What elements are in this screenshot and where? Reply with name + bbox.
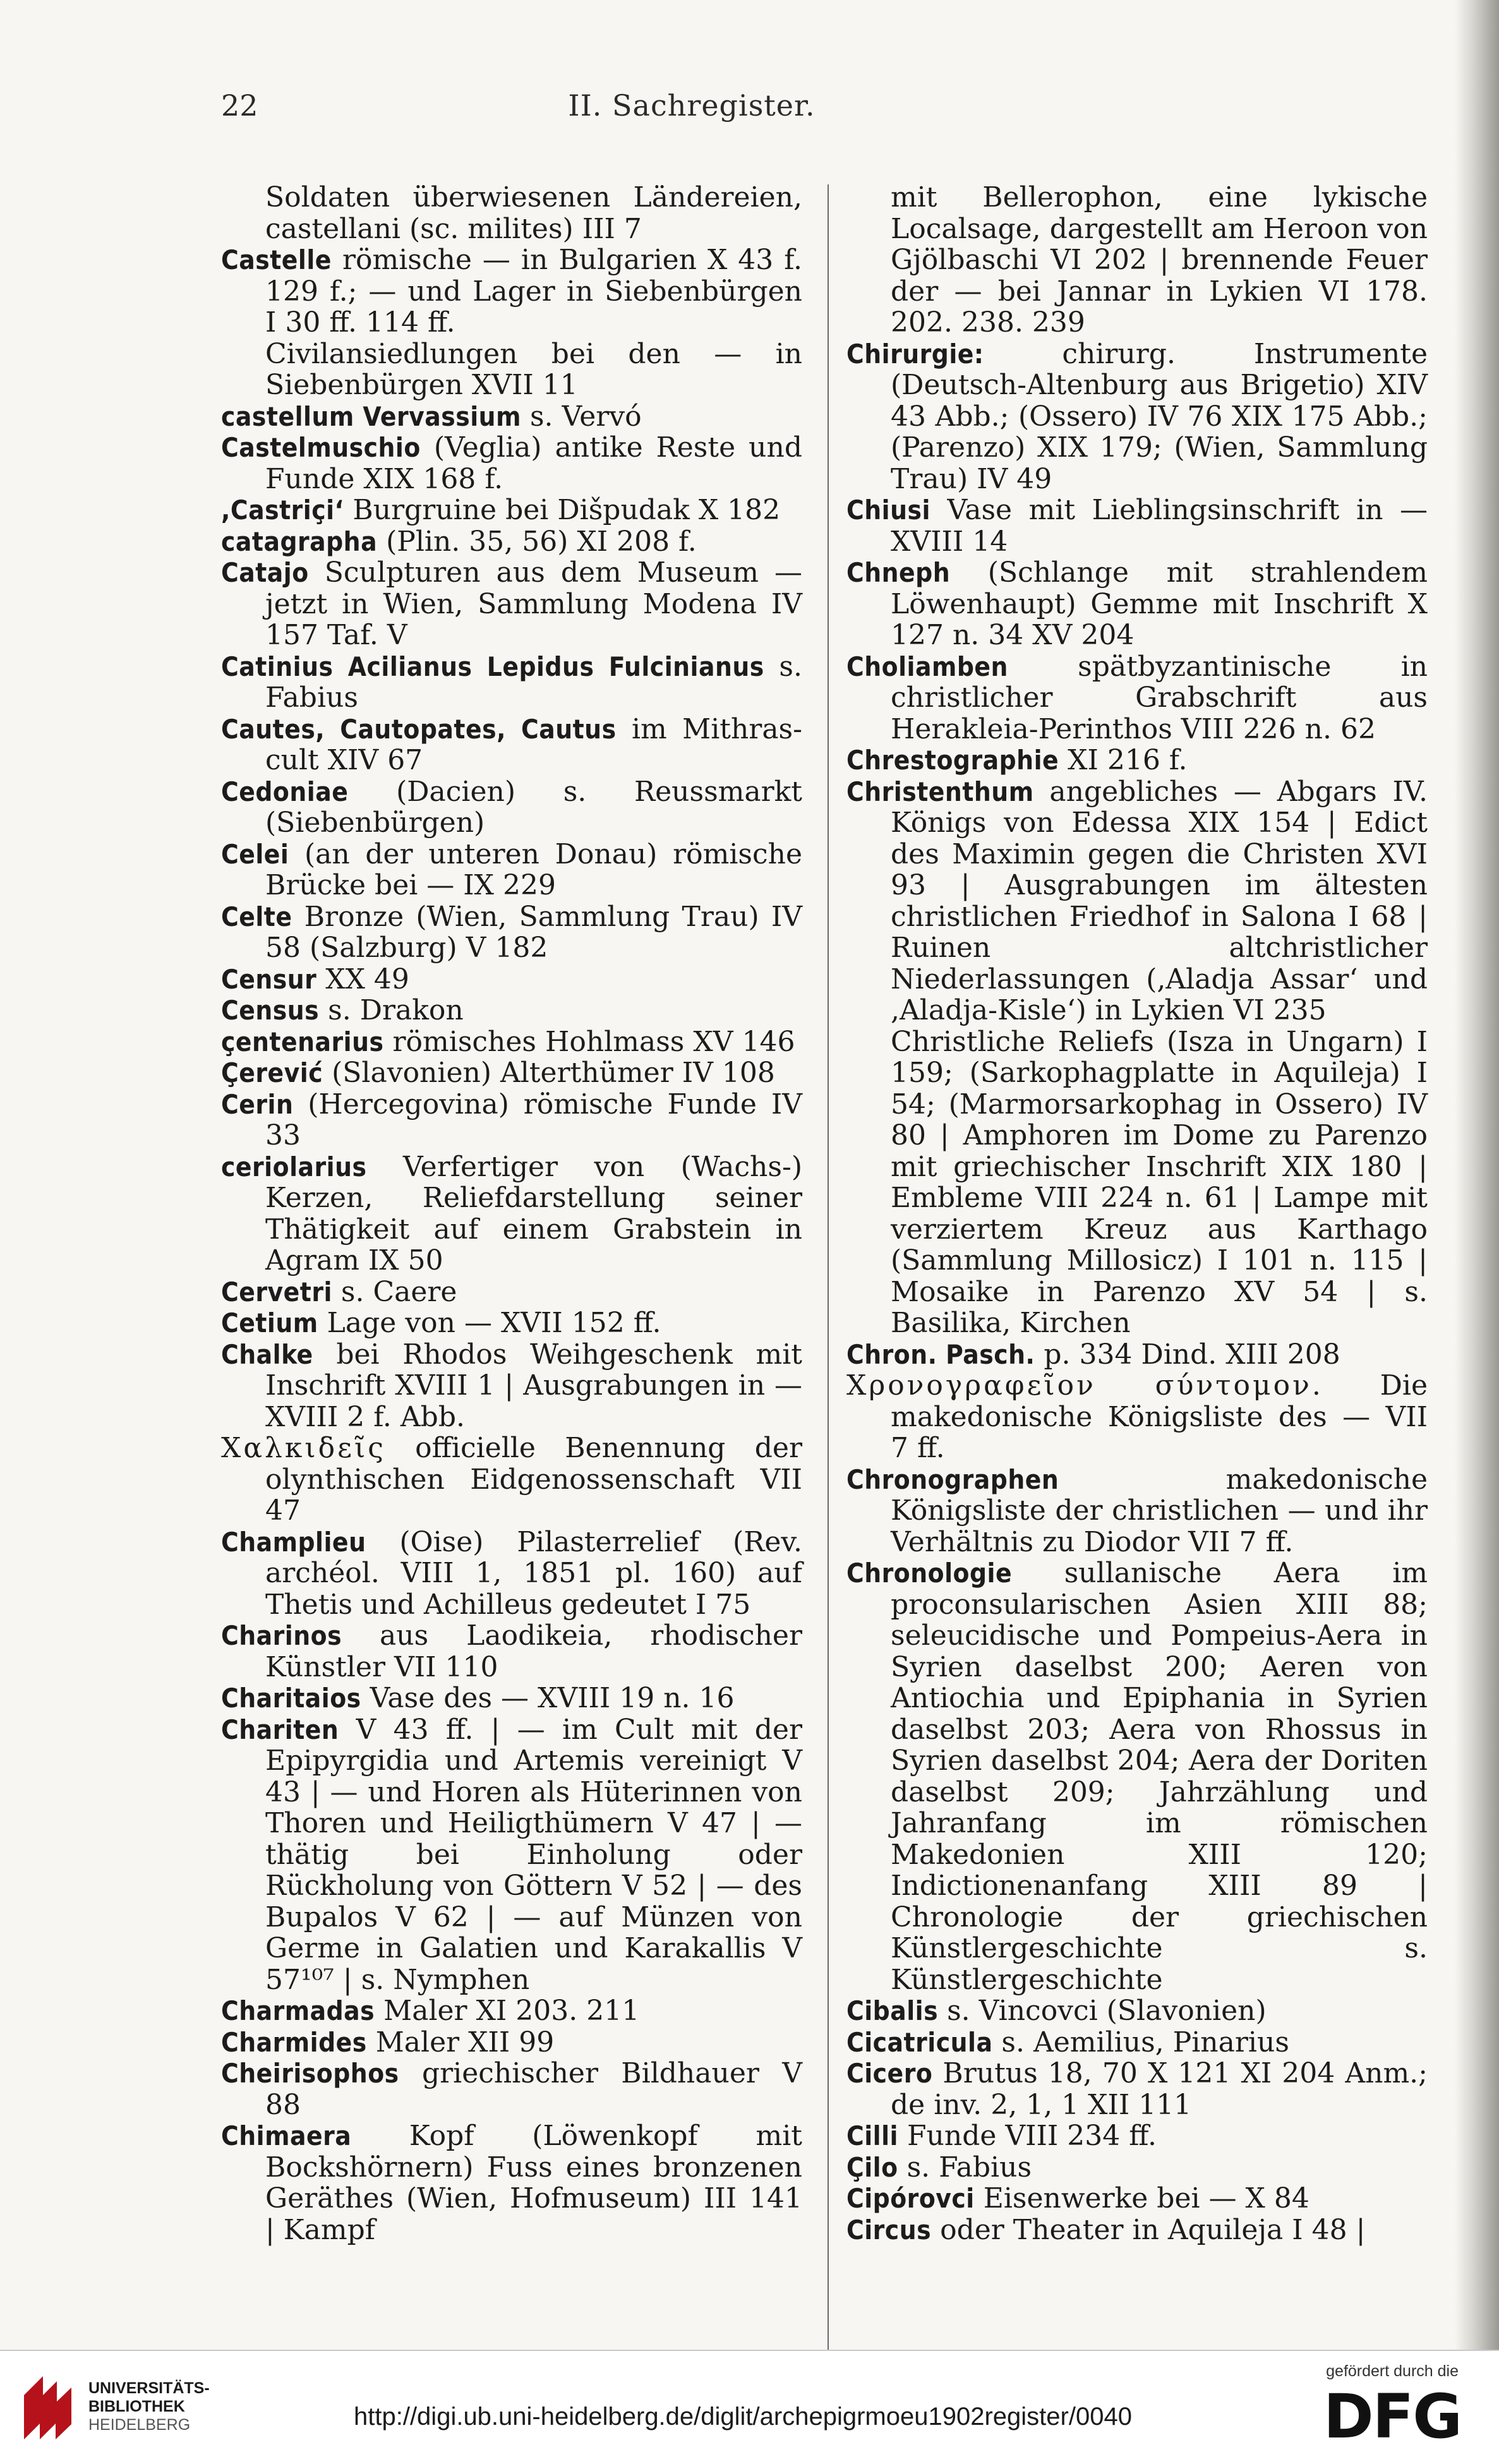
entry-text: sullanische Aera im proconsularischen Asien XIII 88; seleucidische und Pompeius-Aera in Syrien daselbst 200; Aeren von Antiochia und Epiphania in Syrien daselbst 203; Aera von Rhossus in Syrien daselbst 204; Aera der Doriten daselbst 209; Jahrzählung und Jahranfang im römischen Makedonien XIII 120; Indictionenanfang XIII 89 | Chronologie der griechischen Künstlergeschichte s. Künstlergeschichte bbox=[891, 1557, 1428, 1996]
entry-text: Bronze (Wien, Sammlung Trau) IV 58 (Salzburg) V 182 bbox=[265, 900, 802, 964]
entry-headword: Çilo bbox=[846, 2151, 898, 2183]
entry-text: Die makedonische Königsliste des — VII 7 ff. bbox=[891, 1369, 1428, 1464]
entry-text: oder Theater in Aquileja I 48 | bbox=[931, 2213, 1366, 2246]
column-divider bbox=[828, 184, 829, 2351]
index-entry bbox=[221, 964, 802, 995]
entry-text: Vase mit Lieblingsinschrift in — XVIII 14 bbox=[891, 494, 1428, 558]
index-entry bbox=[221, 432, 802, 495]
index-entry bbox=[221, 1620, 802, 1683]
index-entry bbox=[846, 2183, 1428, 2215]
entry-headword: Cerin bbox=[221, 1088, 294, 1120]
index-entry bbox=[221, 714, 802, 776]
index-entry bbox=[846, 182, 1428, 339]
entry-text: mit Bellerophon, eine lykische Localsage, dargestellt am Heroon von Gjölbaschi VI 202 | brennende Feuer der — bei Jannar in Lykien VI 178. 202. 238. 239 bbox=[891, 181, 1428, 339]
entry-headword: Choliamben bbox=[846, 651, 1008, 682]
entry-headword: Cetium bbox=[221, 1307, 318, 1338]
index-entry bbox=[221, 901, 802, 964]
entry-text: im Mithras-cult XIV 67 bbox=[265, 712, 802, 776]
entry-headword: Cedoniae bbox=[221, 776, 349, 807]
entry-text: s. Fabius bbox=[898, 2151, 1032, 2184]
entry-text: chirurg. Instrumente (Deutsch-Altenburg aus Brigetio) XIV 43 Abb.; (Ossero) IV 76 XIX 175 Abb.; (Parenzo) XIX 179; (Wien, Sammlung Trau) IV 49 bbox=[891, 337, 1428, 495]
index-entry bbox=[221, 182, 802, 244]
entry-text: s. Drakon bbox=[319, 994, 464, 1026]
entry-headword: ,Castriçi‘ bbox=[221, 495, 344, 526]
index-entry bbox=[846, 2120, 1428, 2152]
entry-text: aus Laodikeia, rhodischer Künstler VII 110 bbox=[265, 1620, 802, 1683]
index-entry bbox=[846, 495, 1428, 557]
entry-text: Sculpturen aus dem Museum — jetzt in Wien, Sammlung Modena IV 157 Taf. V bbox=[265, 556, 802, 651]
index-entry bbox=[221, 1433, 802, 1527]
index-entry bbox=[221, 995, 802, 1026]
entry-headword: Çerević bbox=[221, 1057, 323, 1088]
index-entry bbox=[221, 651, 802, 714]
entry-headword: catagrapha bbox=[221, 526, 378, 557]
entry-headword: Chiusi bbox=[846, 495, 930, 526]
entry-text: (Slavonien) Alterthümer IV 108 bbox=[323, 1057, 775, 1089]
index-entry bbox=[846, 1339, 1428, 1371]
entry-headword: Cervetri bbox=[221, 1276, 332, 1307]
entry-headword: Christenthum bbox=[846, 776, 1034, 807]
index-entry bbox=[221, 526, 802, 558]
index-entry bbox=[846, 1370, 1428, 1464]
index-entry bbox=[221, 1277, 802, 1308]
library-line-1: UNIVERSITÄTS- bbox=[88, 2379, 210, 2397]
index-entry bbox=[221, 1089, 802, 1151]
entry-headword: çentenarius bbox=[221, 1026, 384, 1057]
index-entry bbox=[846, 1558, 1428, 1995]
entry-text: p. 334 Dind. XIII 208 bbox=[1035, 1338, 1340, 1371]
index-entry bbox=[846, 557, 1428, 651]
entry-headword: Cautes, Cautopates, Cautus bbox=[221, 713, 617, 745]
index-entry bbox=[221, 557, 802, 651]
entry-headword: Chronologie bbox=[846, 1558, 1013, 1589]
entry-headword: Chalke bbox=[221, 1338, 313, 1370]
entry-headword: Cheirisophos bbox=[221, 2058, 399, 2089]
index-entry bbox=[221, 1995, 802, 2027]
entry-headword: Chirurgie: bbox=[846, 338, 984, 370]
entry-text: Verfertiger von (Wachs-) Kerzen, Reliefdarstellung seiner Thätigkeit auf einem Grabstein in Agram IX 50 bbox=[265, 1150, 802, 1277]
library-line-3: HEIDELBERG bbox=[88, 2416, 191, 2434]
entry-text: Vase des — XVIII 19 n. 16 bbox=[361, 1682, 735, 1714]
index-entry bbox=[846, 745, 1428, 776]
entry-text: makedonische Königsliste der christlichen — und ihr Verhältnis zu Diodor VII 7 ff. bbox=[891, 1463, 1428, 1558]
index-entry bbox=[221, 1683, 802, 1714]
entry-headword: Chneph bbox=[846, 557, 951, 588]
entry-headword: Celei bbox=[221, 838, 289, 870]
entry-text: (Plin. 35, 56) XI 208 f. bbox=[377, 525, 697, 558]
entry-headword: Cicatricula bbox=[846, 2026, 993, 2058]
entry-text: (Veglia) antike Reste und Funde XIX 168 f. bbox=[265, 431, 802, 495]
entry-text: Brutus 18, 70 X 121 XI 204 Anm.; de inv. 2, 1, 1 XII 111 bbox=[891, 2057, 1428, 2121]
document-url-link[interactable]: http://digi.ub.uni-heidelberg.de/diglit/archepigrmoeu1902register/0040 bbox=[354, 2403, 1132, 2431]
entry-text: Maler XI 203. 211 bbox=[375, 1995, 640, 2027]
index-entry bbox=[221, 2027, 802, 2058]
entry-headword: Chron. Pasch. bbox=[846, 1338, 1035, 1370]
entry-text: Lage von — XVII 152 ff. bbox=[318, 1307, 661, 1339]
entry-text: V 43 ff. | — im Cult mit der Epipyrgidia und Artemis vereinigt V 43 | — und Horen als Hüterinnen von Thoren und Heiligthümern V 47 | — thätig bei Einholung oder Rückholung von Göttern V 52 | — des Bupalos V 62 | — auf Münzen von Germe in Galatien und Karakallis V 57¹⁰⁷ | s. Nymphen bbox=[265, 1713, 802, 1996]
index-entry bbox=[846, 339, 1428, 495]
index-entry bbox=[221, 1339, 802, 1433]
entry-headword: Celte bbox=[221, 901, 292, 932]
sponsor-note: gefördert durch die bbox=[1326, 2362, 1459, 2380]
entry-text: römisches Hohlmass XV 146 bbox=[383, 1025, 795, 1058]
entry-text: Burgruine bei Dišpudak X 182 bbox=[344, 494, 781, 526]
index-entry bbox=[846, 2027, 1428, 2058]
entry-headword: Charinos bbox=[221, 1620, 342, 1651]
entry-headword: Catajo bbox=[221, 557, 309, 588]
entry-text: s. Vincovci (Slavonien) bbox=[938, 1995, 1267, 2027]
index-entry bbox=[846, 1464, 1428, 1558]
running-title: II. Sachregister. bbox=[568, 88, 816, 123]
entry-text: s. Caere bbox=[332, 1275, 457, 1308]
entry-text: bei Rhodos Weihgeschenk mit Inschrift XVIII 1 | Ausgrabungen in — XVIII 2 f. Abb. bbox=[265, 1338, 802, 1433]
entry-headword: ceriolarius bbox=[221, 1151, 367, 1182]
entry-headword: Cibalis bbox=[846, 1995, 939, 2026]
index-entry bbox=[221, 1307, 802, 1339]
university-library-logo-icon bbox=[18, 2370, 93, 2446]
entry-headword: Cicero bbox=[846, 2058, 933, 2089]
right-column bbox=[846, 182, 1428, 2245]
entry-headword: Chimaera bbox=[221, 2120, 352, 2151]
index-entry bbox=[221, 1151, 802, 1277]
entry-text: Maler XII 99 bbox=[366, 2026, 555, 2058]
index-entry bbox=[221, 339, 802, 401]
index-entry bbox=[846, 2152, 1428, 2184]
entry-text: (Schlange mit strahlendem Löwenhaupt) Gemme mit Inschrift X 127 n. 34 XV 204 bbox=[891, 556, 1428, 651]
page-edge-shadow bbox=[1455, 0, 1499, 2350]
entry-text: Soldaten überwiesenen Ländereien, castellani (sc. milites) III 7 bbox=[265, 181, 802, 245]
index-entry bbox=[221, 1714, 802, 1996]
index-entry bbox=[221, 1026, 802, 1058]
entry-text: Funde VIII 234 ff. bbox=[898, 2120, 1157, 2152]
entry-headword: Charmadas bbox=[221, 1995, 375, 2026]
entry-headword: Castelmuschio bbox=[221, 432, 421, 463]
entry-text: (Hercegovina) römische Funde IV 33 bbox=[265, 1088, 802, 1151]
entry-greek-headword: Χαλκιδεῖς bbox=[221, 1432, 386, 1464]
index-entry bbox=[221, 839, 802, 901]
entry-headword: Catinius Acilianus Lepidus Fulcinianus bbox=[221, 651, 764, 682]
viewer-footer bbox=[0, 2350, 1499, 2464]
index-entry bbox=[221, 1057, 802, 1089]
index-entry bbox=[221, 776, 802, 839]
entry-text: s. Vervó bbox=[521, 400, 642, 433]
entry-headword: Castelle bbox=[221, 244, 332, 275]
entry-text: Christliche Reliefs (Isza in Ungarn) I 159; (Sarkophagplatte in Aquileja) I 54; (Marmorsarkophag in Ossero) IV 80 | Amphoren im Dome zu Parenzo mit griechischer Inschrift XIX 180 | Embleme VIII 224 n. 61 | Lampe mit verziertem Kreuz aus Karthago (Sammlung Millosicz) I 101 n. 115 | Mosaike in Parenzo XV 54 | s. Basilika, Kirchen bbox=[891, 1025, 1428, 1339]
entry-text: s. Aemilius, Pinarius bbox=[992, 2026, 1289, 2058]
entry-text: griechischer Bildhauer V 88 bbox=[265, 2057, 802, 2121]
index-entry bbox=[846, 2215, 1428, 2246]
index-entry bbox=[846, 2058, 1428, 2120]
entry-headword: Chronographen bbox=[846, 1463, 1059, 1495]
entry-headword: Censur bbox=[221, 963, 317, 995]
index-entry bbox=[221, 401, 802, 433]
entry-headword: Circus bbox=[846, 2214, 932, 2245]
entry-headword: Chariten bbox=[221, 1714, 339, 1745]
entry-text: Kopf (Löwenkopf mit Bockshörnern) Fuss eines bronzenen Geräthes (Wien, Hofmuseum) III 141 | Kampf bbox=[265, 2120, 802, 2246]
page-number: 22 bbox=[221, 88, 258, 123]
dfg-logo: DFG bbox=[1323, 2381, 1461, 2452]
index-entry bbox=[846, 776, 1428, 1026]
index-entry bbox=[221, 1527, 802, 1621]
index-entry bbox=[221, 2120, 802, 2245]
index-entry bbox=[846, 1995, 1428, 2027]
entry-headword: Charitaios bbox=[221, 1683, 361, 1714]
entry-text: Eisenwerke bei — X 84 bbox=[974, 2182, 1309, 2215]
left-column bbox=[221, 182, 802, 2245]
entry-text: (an der unteren Donau) römische Brücke bei — IX 229 bbox=[265, 838, 802, 901]
entry-headword: Census bbox=[221, 995, 320, 1026]
entry-headword: castellum Vervassium bbox=[221, 400, 521, 432]
entry-text: (Oise) Pilasterrelief (Rev. archéol. VIII 1, 1851 pl. 160) auf Thetis und Achilleus gedeutet I 75 bbox=[265, 1525, 802, 1621]
entry-text: angebliches — Abgars IV. Königs von Edessa XIX 154 | Edict des Maximin gegen die Christen XVI 93 | Ausgrabungen im ältesten christlichen Friedhof in Salona I 68 | Ruinen altchristlicher Niederlassungen (,Aladja Assar‘ und ,Aladja-Kisle‘) in Lykien VI 235 bbox=[891, 775, 1428, 1026]
index-entry bbox=[846, 651, 1428, 745]
index-entry bbox=[221, 244, 802, 339]
entry-greek-headword: Χρονογραφεῖον σύντομον. bbox=[846, 1369, 1323, 1402]
entry-headword: Cilli bbox=[846, 2120, 898, 2151]
index-entry bbox=[221, 2058, 802, 2120]
university-library-name bbox=[88, 2379, 210, 2434]
entry-headword: Charmides bbox=[221, 2026, 367, 2058]
entry-text: officielle Benennung der olynthischen Eidgenossenschaft VII 47 bbox=[265, 1432, 802, 1527]
index-entry bbox=[846, 1026, 1428, 1339]
entry-text: s. Fabius bbox=[265, 650, 802, 714]
entry-text: XI 216 f. bbox=[1059, 744, 1188, 776]
entry-headword: Champlieu bbox=[221, 1526, 366, 1558]
entry-text: römische — in Bulgarien X 43 f. 129 f.; — und Lager in Siebenbürgen I 30 ff. 114 ff. bbox=[265, 244, 802, 339]
entry-text: spätbyzantinische in christlicher Grabschrift aus Herakleia-Perinthos VIII 226 n. 62 bbox=[891, 650, 1428, 745]
entry-headword: Chrestographie bbox=[846, 745, 1059, 776]
index-entry bbox=[221, 495, 802, 526]
library-line-2: BIBLIOTHEK bbox=[88, 2398, 185, 2415]
entry-text: XX 49 bbox=[316, 963, 409, 995]
entry-headword: Cipórovci bbox=[846, 2183, 975, 2214]
entry-text: (Dacien) s. Reussmarkt (Siebenbürgen) bbox=[265, 775, 802, 839]
entry-text: Civilansiedlungen bei den — in Siebenbürgen XVII 11 bbox=[265, 337, 802, 401]
